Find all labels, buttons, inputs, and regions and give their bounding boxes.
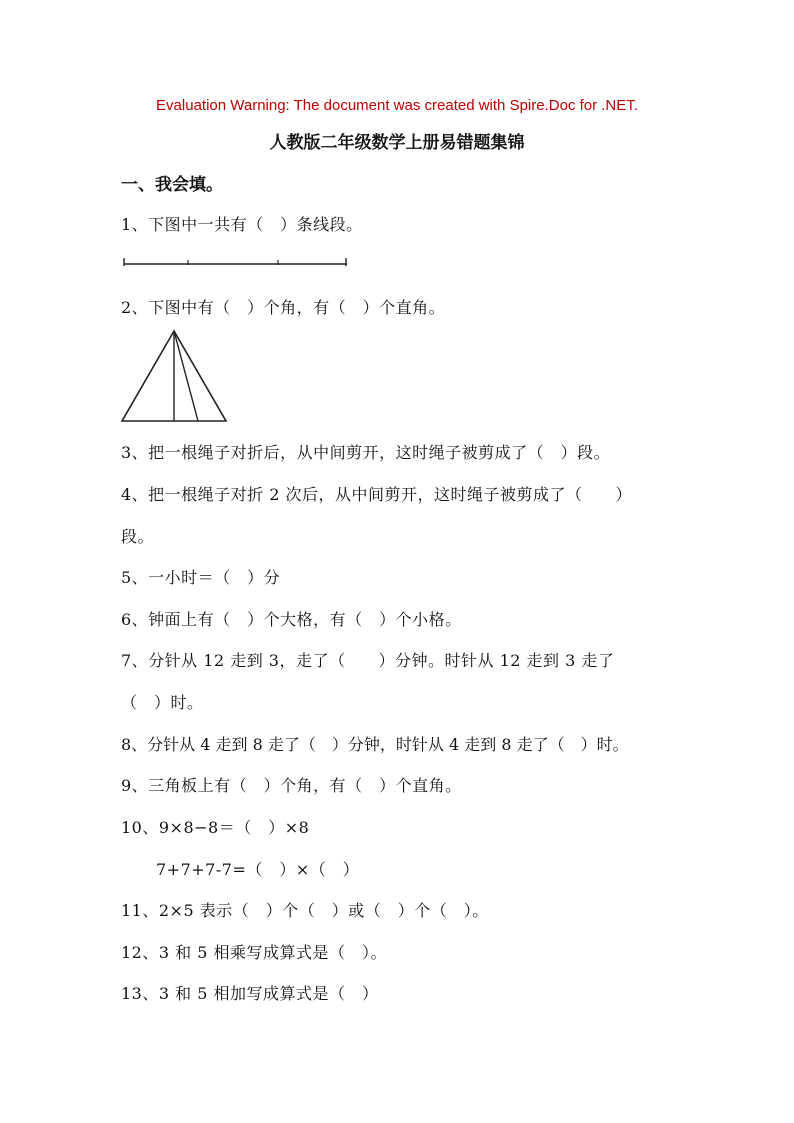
question-10-second-equation: 7+7+7-7=（ ）×（ ） (156, 860, 360, 879)
question-7: 7、分针从 12 走到 3，走了（ ）分钟。时针从 12 走到 3 走了 (121, 651, 615, 670)
question-12: 12、3 和 5 相乘写成算式是（ ）。 (121, 943, 387, 962)
question-1: 1、下图中一共有（ ）条线段。 (121, 215, 363, 234)
question-4-continued: 段。 (121, 527, 155, 546)
question-7-continued: （ ）时。 (121, 693, 204, 712)
question-8: 8、分针从 4 走到 8 走了（ ）分钟，时针从 4 走到 8 走了（ ）时。 (121, 735, 629, 754)
question-6: 6、钟面上有（ ）个大格，有（ ）个小格。 (121, 610, 462, 629)
triangle-figure (118, 326, 230, 426)
question-13: 13、3 和 5 相加写成算式是（ ） (121, 984, 379, 1003)
line-segment-figure (120, 252, 352, 270)
question-3: 3、把一根绳子对折后，从中间剪开，这时绳子被剪成了（ ）段。 (121, 443, 611, 462)
evaluation-warning: Evaluation Warning: The document was created with Spire.Doc for .NET. (156, 97, 638, 114)
question-9: 9、三角板上有（ ）个角，有（ ）个直角。 (121, 776, 462, 795)
question-10: 10、9×8−8＝（ ）×8 (121, 818, 310, 837)
question-4: 4、把一根绳子对折 2 次后，从中间剪开，这时绳子被剪成了（ ） (121, 485, 633, 504)
document-title: 人教版二年级数学上册易错题集锦 (269, 133, 525, 153)
question-5: 5、一小时＝（ ）分 (121, 568, 281, 587)
question-2: 2、下图中有（ ）个角，有（ ）个直角。 (121, 298, 446, 317)
section-heading: 一、我会填。 (121, 175, 223, 195)
question-11: 11、2×5 表示（ ）个（ ）或（ ）个（ ）。 (121, 901, 489, 920)
